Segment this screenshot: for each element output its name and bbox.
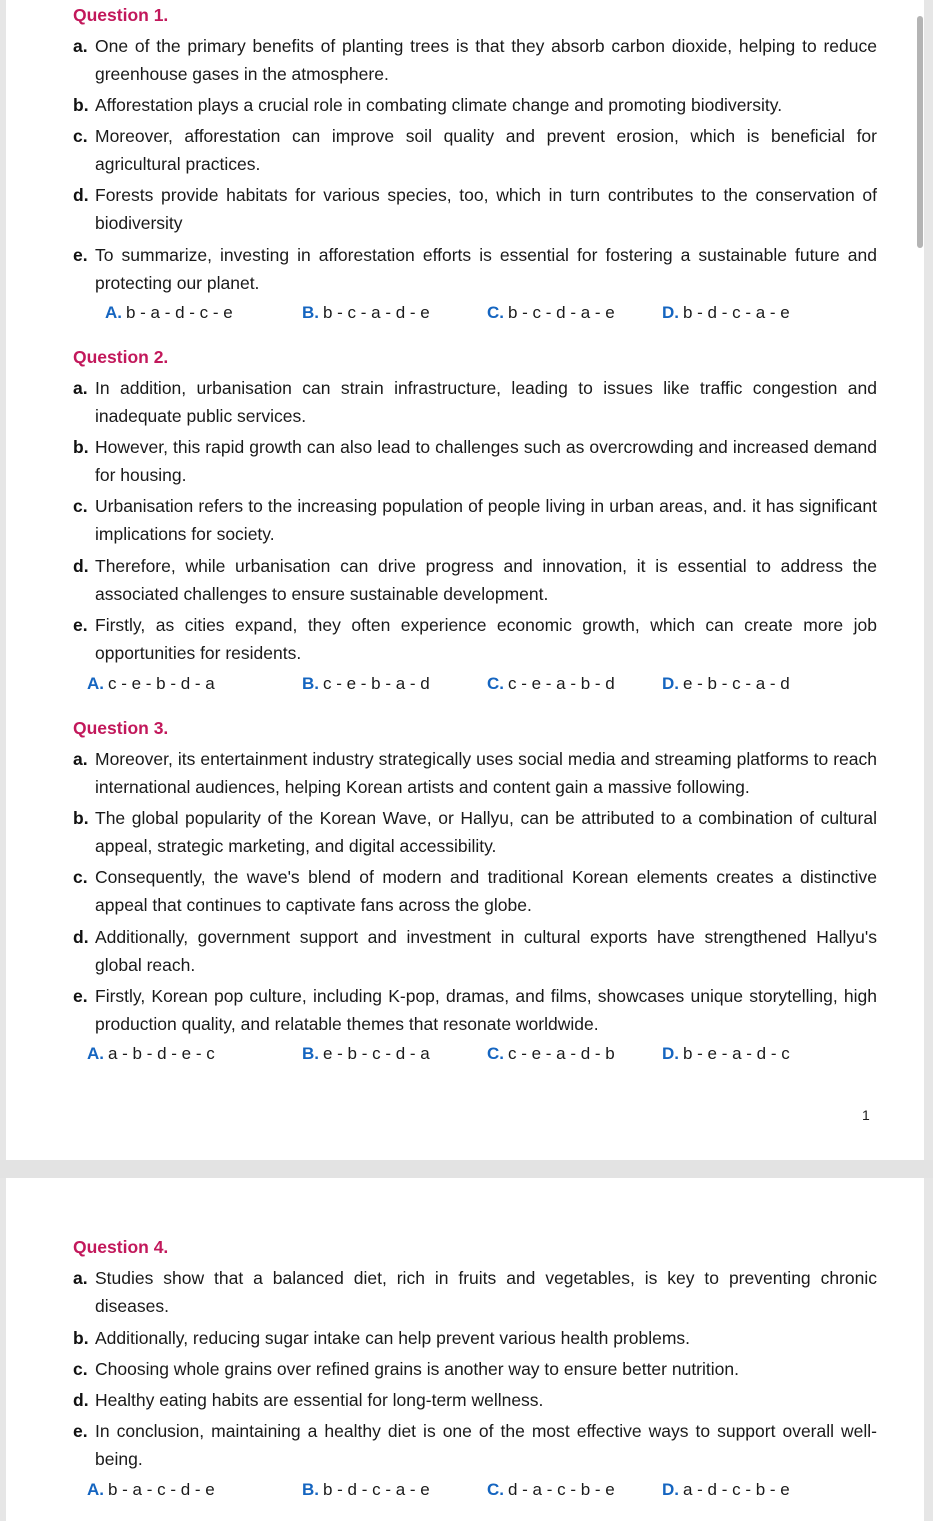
item-letter: a. bbox=[73, 36, 88, 56]
item-text: One of the primary benefits of planting trees is that they absorb carbon dioxide, helping to reduce greenhouse gases in the atmosphere. bbox=[95, 36, 877, 84]
question-2-item-a bbox=[73, 374, 877, 430]
item-text: The global popularity of the Korean Wave, or Hallyu, can be attributed to a combination of cultural appeal, strategic marketing, and digital accessibility. bbox=[95, 808, 877, 856]
option-d[interactable] bbox=[662, 303, 790, 323]
option-label: D. bbox=[662, 1480, 679, 1499]
question-1-item-a bbox=[73, 32, 877, 88]
option-label: D. bbox=[662, 303, 679, 322]
item-letter: e. bbox=[73, 245, 88, 265]
scrollbar-thumb[interactable] bbox=[917, 16, 923, 248]
option-b[interactable] bbox=[302, 674, 430, 694]
option-c[interactable] bbox=[487, 303, 615, 323]
page-number: 1 bbox=[862, 1107, 870, 1123]
item-text: Healthy eating habits are essential for long-term wellness. bbox=[95, 1390, 544, 1410]
question-3-title: Question 3. bbox=[73, 718, 169, 738]
question-4-item-d bbox=[73, 1386, 877, 1414]
question-2-title: Question 2. bbox=[73, 347, 169, 367]
item-text: Additionally, reducing sugar intake can help prevent various health problems. bbox=[95, 1328, 691, 1348]
option-a[interactable] bbox=[105, 303, 233, 323]
page-2 bbox=[6, 1178, 924, 1521]
question-4-item-b bbox=[73, 1324, 877, 1352]
option-text: a - b - d - e - c bbox=[108, 1044, 215, 1063]
question-3-item-c bbox=[73, 863, 877, 919]
option-c[interactable] bbox=[487, 674, 615, 694]
item-text: Choosing whole grains over refined grains is another way to ensure better nutrition. bbox=[95, 1359, 739, 1379]
option-a[interactable] bbox=[87, 1480, 215, 1500]
item-text: Moreover, afforestation can improve soil quality and prevent erosion, which is beneficial for agricultural practices. bbox=[95, 126, 877, 174]
question-3-options bbox=[6, 1044, 924, 1068]
item-letter: d. bbox=[73, 185, 89, 205]
item-letter: d. bbox=[73, 927, 89, 947]
option-b[interactable] bbox=[302, 303, 430, 323]
option-label: A. bbox=[87, 1480, 104, 1499]
question-2-item-d bbox=[73, 552, 877, 608]
question-4-item-a bbox=[73, 1264, 877, 1320]
question-3-item-e bbox=[73, 982, 877, 1038]
option-text: d - a - c - b - e bbox=[508, 1480, 615, 1499]
option-label: B. bbox=[302, 674, 319, 693]
item-letter: e. bbox=[73, 986, 88, 1006]
item-letter: d. bbox=[73, 556, 89, 576]
question-3-item-d bbox=[73, 923, 877, 979]
item-letter: c. bbox=[73, 1359, 88, 1379]
question-1-item-e bbox=[73, 241, 877, 297]
item-text: Firstly, as cities expand, they often experience economic growth, which can create more job opportunities for residents. bbox=[95, 615, 877, 663]
option-b[interactable] bbox=[302, 1044, 430, 1064]
option-label: C. bbox=[487, 1044, 504, 1063]
item-text: Studies show that a balanced diet, rich in fruits and vegetables, is key to preventing chronic diseases. bbox=[95, 1268, 877, 1316]
option-d[interactable] bbox=[662, 1480, 790, 1500]
item-text: In conclusion, maintaining a healthy diet is one of the most effective ways to support overall well-being. bbox=[95, 1421, 877, 1469]
option-text: b - e - a - d - c bbox=[683, 1044, 790, 1063]
option-label: D. bbox=[662, 674, 679, 693]
option-c[interactable] bbox=[487, 1044, 615, 1064]
option-text: c - e - a - d - b bbox=[508, 1044, 615, 1063]
item-letter: b. bbox=[73, 437, 89, 457]
question-1-title: Question 1. bbox=[73, 5, 169, 25]
option-text: c - e - b - d - a bbox=[108, 674, 215, 693]
option-d[interactable] bbox=[662, 1044, 790, 1064]
item-text: Consequently, the wave's blend of modern and traditional Korean elements creates a distinctive appeal that continues to captivate fans across the globe. bbox=[95, 867, 877, 915]
option-text: b - d - c - a - e bbox=[323, 1480, 430, 1499]
option-a[interactable] bbox=[87, 1044, 215, 1064]
item-text: Afforestation plays a crucial role in combating climate change and promoting biodiversity. bbox=[95, 95, 783, 115]
item-text: Urbanisation refers to the increasing population of people living in urban areas, and. it has significant implications for society. bbox=[95, 496, 877, 544]
option-a[interactable] bbox=[87, 674, 215, 694]
question-2-item-b bbox=[73, 433, 877, 489]
option-text: b - a - c - d - e bbox=[108, 1480, 215, 1499]
question-4-options bbox=[6, 1480, 924, 1504]
option-label: B. bbox=[302, 303, 319, 322]
option-label: C. bbox=[487, 1480, 504, 1499]
item-text: Firstly, Korean pop culture, including K-pop, dramas, and films, showcases unique storytelling, high production quality, and relatable themes that resonate worldwide. bbox=[95, 986, 877, 1034]
option-text: c - e - a - b - d bbox=[508, 674, 615, 693]
item-letter: a. bbox=[73, 378, 88, 398]
option-text: a - d - c - b - e bbox=[683, 1480, 790, 1499]
item-text: To summarize, investing in afforestation efforts is essential for fostering a sustainable future and protecting our planet. bbox=[95, 245, 877, 293]
item-letter: a. bbox=[73, 749, 88, 769]
option-label: A. bbox=[105, 303, 122, 322]
question-4-item-c bbox=[73, 1355, 877, 1383]
item-letter: c. bbox=[73, 126, 88, 146]
option-d[interactable] bbox=[662, 674, 790, 694]
question-2-item-e bbox=[73, 611, 877, 667]
item-letter: b. bbox=[73, 1328, 89, 1348]
question-3-item-b bbox=[73, 804, 877, 860]
page-divider bbox=[0, 1160, 933, 1178]
item-letter: a. bbox=[73, 1268, 88, 1288]
option-text: b - d - c - a - e bbox=[683, 303, 790, 322]
item-letter: c. bbox=[73, 867, 88, 887]
item-text: In addition, urbanisation can strain infrastructure, leading to issues like traffic congestion and inadequate public services. bbox=[95, 378, 877, 426]
option-label: A. bbox=[87, 1044, 104, 1063]
page-1 bbox=[6, 0, 924, 1160]
item-letter: e. bbox=[73, 1421, 88, 1441]
option-text: b - a - d - c - e bbox=[126, 303, 233, 322]
item-text: Forests provide habitats for various species, too, which in turn contributes to the conservation of biodiversity bbox=[95, 185, 877, 233]
question-1-item-d bbox=[73, 181, 877, 237]
question-2-item-c bbox=[73, 492, 877, 548]
option-label: C. bbox=[487, 303, 504, 322]
option-label: D. bbox=[662, 1044, 679, 1063]
option-label: B. bbox=[302, 1480, 319, 1499]
question-4-item-e bbox=[73, 1417, 877, 1473]
option-b[interactable] bbox=[302, 1480, 430, 1500]
item-letter: b. bbox=[73, 95, 89, 115]
question-3-item-a bbox=[73, 745, 877, 801]
question-1-item-b bbox=[73, 91, 877, 119]
option-c[interactable] bbox=[487, 1480, 615, 1500]
option-text: e - b - c - d - a bbox=[323, 1044, 430, 1063]
item-letter: c. bbox=[73, 496, 88, 516]
item-text: Additionally, government support and investment in cultural exports have strengthened Hallyu's global reach. bbox=[95, 927, 877, 975]
option-text: e - b - c - a - d bbox=[683, 674, 790, 693]
option-text: b - c - d - a - e bbox=[508, 303, 615, 322]
item-letter: b. bbox=[73, 808, 89, 828]
item-letter: d. bbox=[73, 1390, 89, 1410]
question-4-title: Question 4. bbox=[73, 1237, 169, 1257]
option-label: A. bbox=[87, 674, 104, 693]
question-1-item-c bbox=[73, 122, 877, 178]
item-text: However, this rapid growth can also lead to challenges such as overcrowding and increased demand for housing. bbox=[95, 437, 877, 485]
option-label: C. bbox=[487, 674, 504, 693]
option-text: b - c - a - d - e bbox=[323, 303, 430, 322]
option-label: B. bbox=[302, 1044, 319, 1063]
item-letter: e. bbox=[73, 615, 88, 635]
question-2-options bbox=[6, 674, 924, 698]
item-text: Moreover, its entertainment industry strategically uses social media and streaming platforms to reach international audiences, helping Korean artists and content gain a massive following. bbox=[95, 749, 877, 797]
question-1-options bbox=[6, 303, 924, 327]
option-text: c - e - b - a - d bbox=[323, 674, 430, 693]
item-text: Therefore, while urbanisation can drive progress and innovation, it is essential to address the associated challenges to ensure sustainable development. bbox=[95, 556, 877, 604]
